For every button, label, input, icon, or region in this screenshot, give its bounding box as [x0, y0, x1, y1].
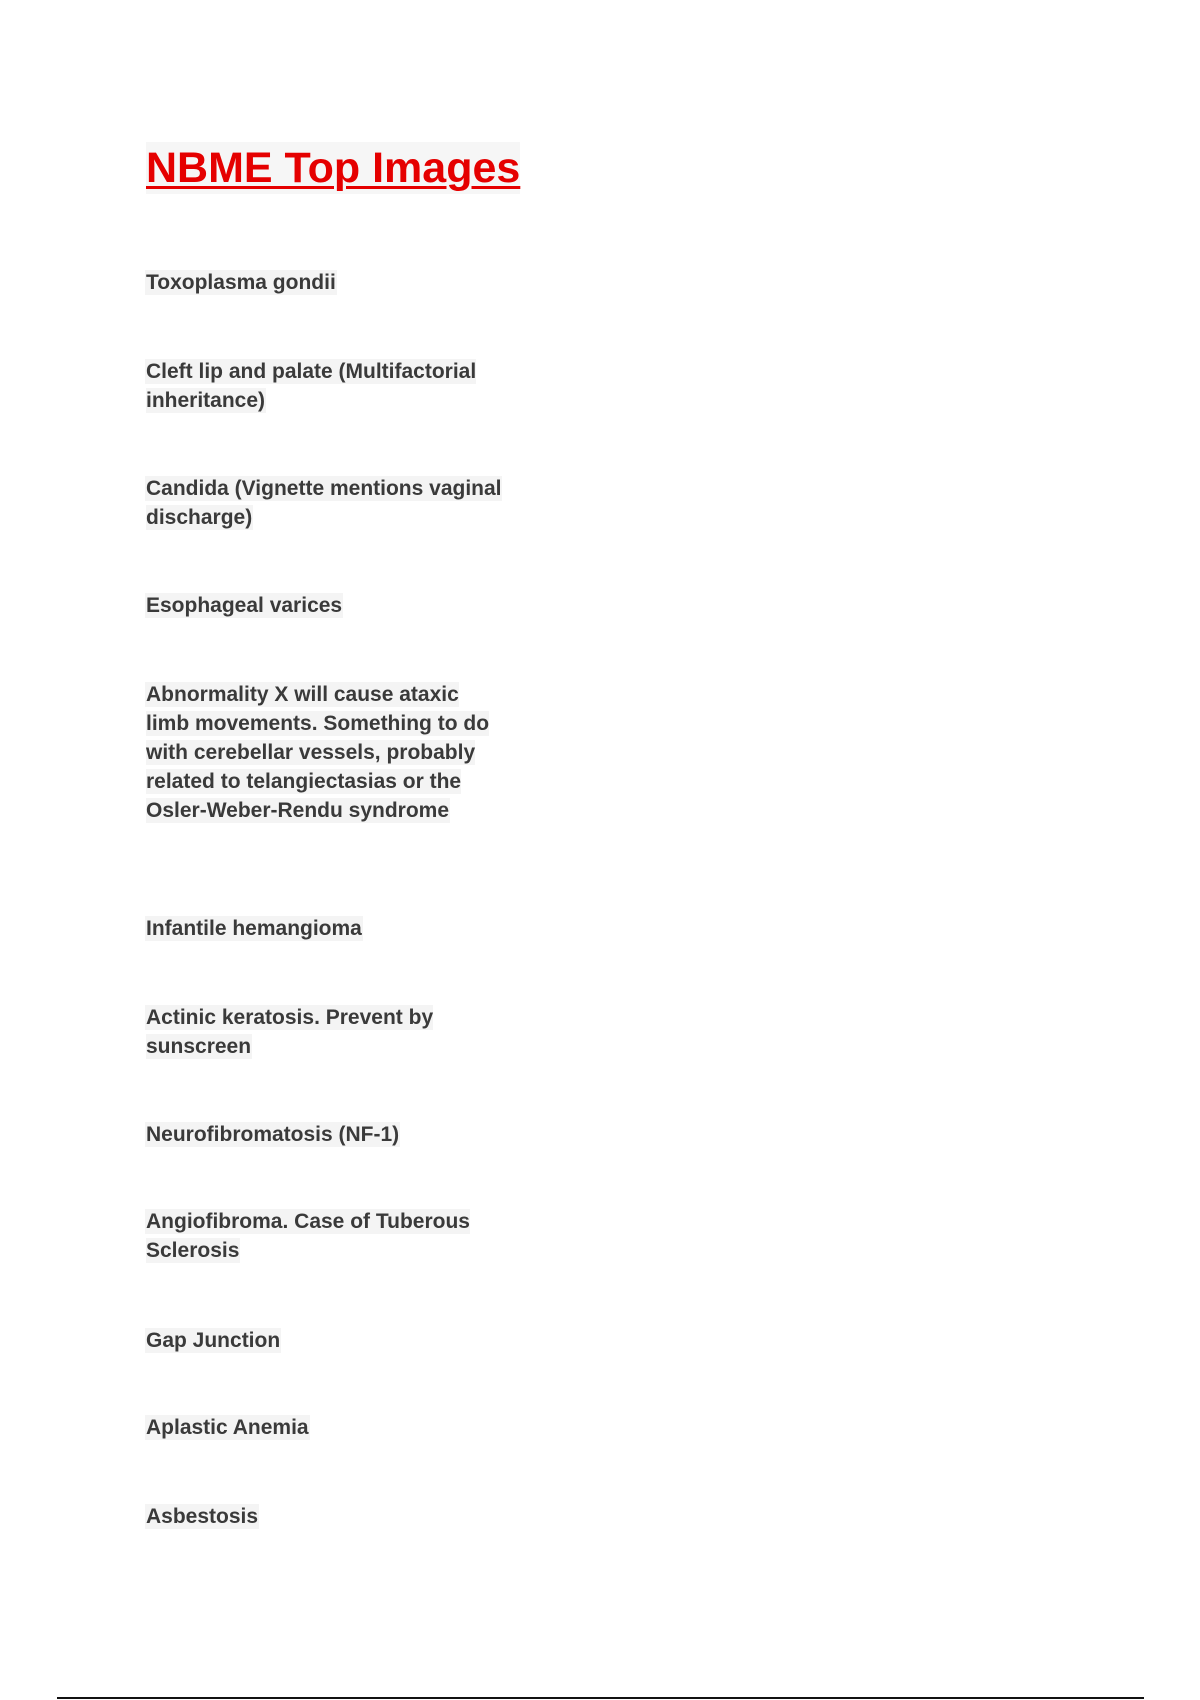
list-item: [146, 680, 506, 825]
list-item-text: Infantile hemangioma: [146, 917, 362, 940]
list-item: [146, 1003, 506, 1061]
list-item: [146, 914, 506, 943]
list-item: [146, 1502, 506, 1531]
list-item: [146, 1326, 506, 1355]
list-item-text: Angiofibroma. Case of Tuberous Sclerosis: [146, 1210, 470, 1262]
list-item-text: Neurofibromatosis (NF-1): [146, 1123, 400, 1146]
list-item: [146, 591, 506, 620]
footer-divider: [57, 1697, 1144, 1699]
list-item-text: Candida (Vignette mentions vaginal discharge): [146, 477, 502, 529]
list-item-text: Toxoplasma gondii: [146, 271, 336, 294]
list-item: [146, 1207, 506, 1265]
list-item-text: Abnormality X will cause ataxic limb movements. Something to do with cerebellar vessels, probably related to telangiectasias or the Osler-Weber-Rendu syndrome: [146, 683, 490, 822]
list-item: [146, 1120, 506, 1149]
list-item-text: Aplastic Anemia: [146, 1416, 309, 1439]
list-item: [146, 1413, 506, 1442]
list-item: [146, 474, 506, 532]
list-item-text: Esophageal varices: [146, 594, 343, 617]
list-item: [146, 268, 506, 297]
list-item-text: Actinic keratosis. Prevent by sunscreen: [146, 1006, 434, 1058]
list-item-text: Asbestosis: [146, 1505, 259, 1528]
page-title: NBME Top Images: [146, 144, 521, 192]
list-item-text: Cleft lip and palate (Multifactorial inheritance): [146, 360, 477, 412]
list-item: [146, 357, 506, 415]
list-item-text: Gap Junction: [146, 1329, 281, 1352]
